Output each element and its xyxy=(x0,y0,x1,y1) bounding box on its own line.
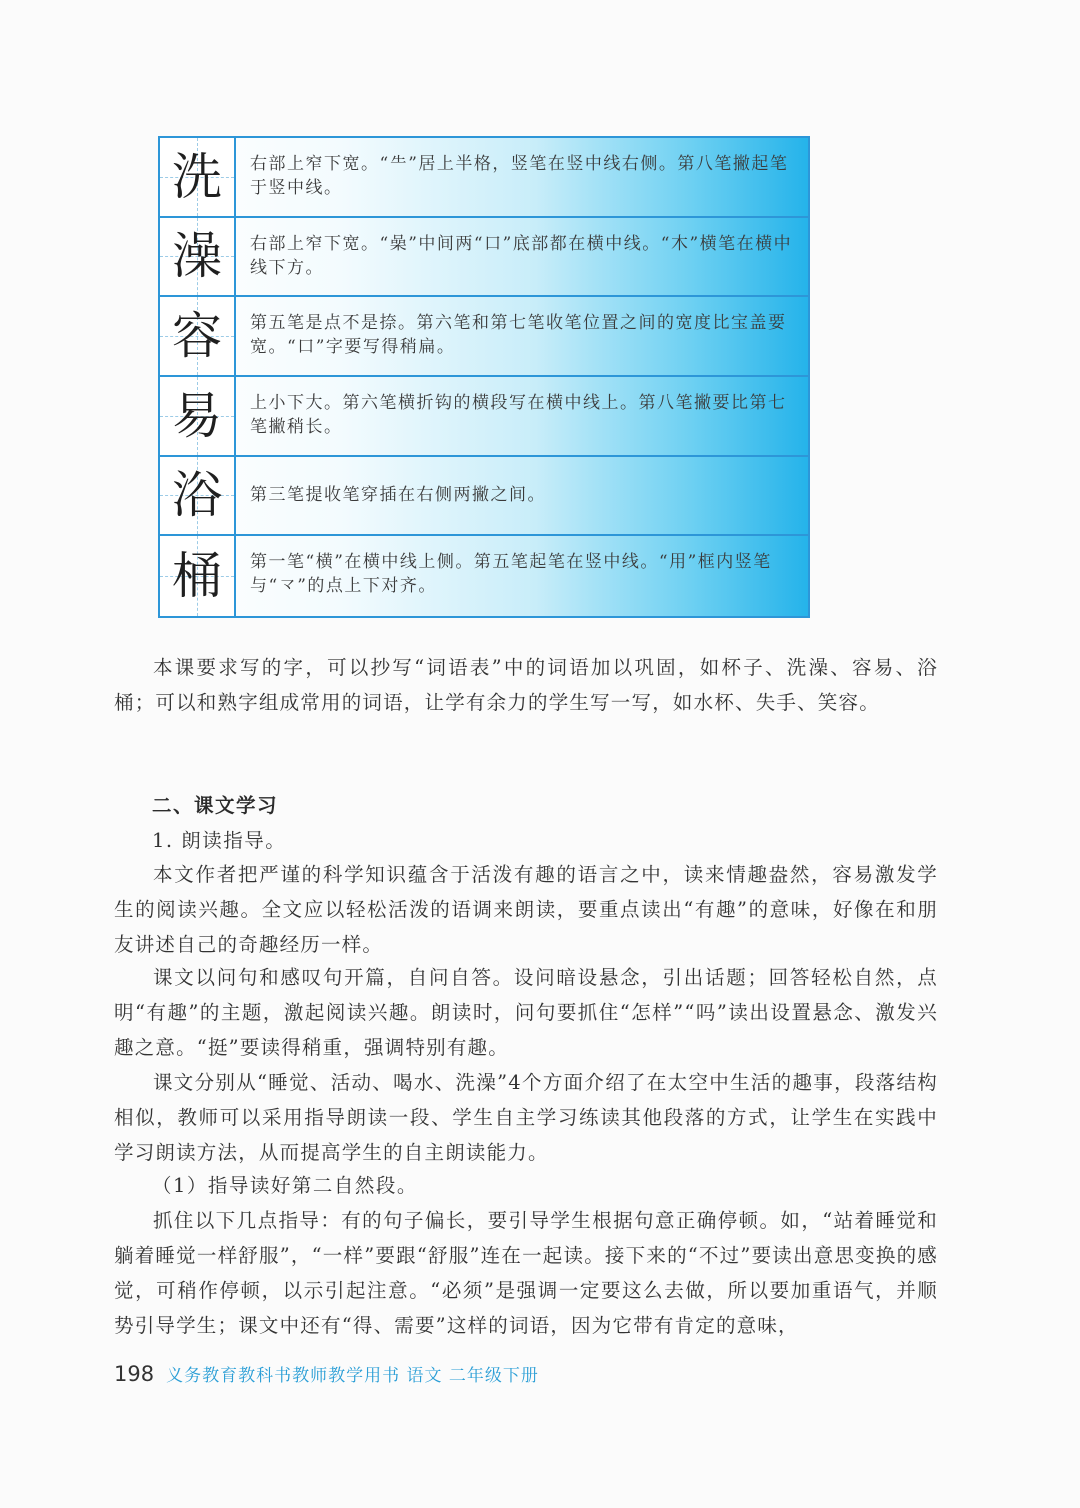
char-row-zao xyxy=(160,218,808,298)
section-heading: 二、课文学习 xyxy=(152,794,279,817)
char-cell xyxy=(160,138,236,216)
char-glyph: 容 xyxy=(172,307,222,366)
sub-heading: 1. 朗读指导。 xyxy=(152,829,287,852)
paragraph-opening-questions: 课文以问句和感叹句开篇，自问自答。设问暗设悬念，引出话题；回答轻松自然，点明“有趣”的主题，激起阅读兴趣。朗读时，问句要抓住“怎样”“吗”读出设置悬念、激发兴趣之意。“挺”要读得稍重，强调特别有趣。 xyxy=(114,966,938,1059)
char-glyph: 浴 xyxy=(172,466,222,525)
sub-item-paragraph-two: （1）指导读好第二自然段。 xyxy=(152,1174,418,1197)
char-row-tong xyxy=(160,536,808,616)
char-cell xyxy=(160,457,236,535)
char-cell xyxy=(160,536,236,616)
char-row-rong xyxy=(160,297,808,377)
char-cell xyxy=(160,377,236,455)
char-description: 右部上窄下宽。“喿”中间两“口”底部都在横中线。“木”横笔在横中线下方。 xyxy=(250,233,793,278)
book-title: 义务教育教科书教师教学用书 语文 二年级下册 xyxy=(166,1366,539,1386)
char-description: 上小下大。第六笔横折钩的横段写在横中线上。第八笔撇要比第七笔撇稍长。 xyxy=(250,392,787,437)
char-glyph: 桶 xyxy=(172,547,222,606)
paragraph-writing-practice: 本课要求写的字，可以抄写“词语表”中的词语加以巩固，如杯子、洗澡、容易、浴桶；可以和熟字组成常用的词语，让学有余力的学生写一写，如水杯、失手、笑容。 xyxy=(114,656,938,714)
char-row-yi xyxy=(160,377,808,457)
character-writing-table xyxy=(158,136,810,618)
char-description: 第五笔是点不是捺。第六笔和第七笔收笔位置之间的宽度比宝盖要宽。“口”字要写得稍扁。 xyxy=(250,313,787,358)
char-glyph: 澡 xyxy=(172,227,222,286)
char-description: 右部上窄下宽。“⺧”居上半格，竖笔在竖中线右侧。第八笔撇起笔于竖中线。 xyxy=(250,154,789,198)
char-description: 第三笔提收笔穿插在右侧两撇之间。 xyxy=(250,485,546,506)
char-row-xi xyxy=(160,138,808,218)
char-glyph: 易 xyxy=(172,386,222,445)
char-row-yu xyxy=(160,457,808,537)
paragraph-four-aspects: 课文分别从“睡觉、活动、喝水、洗澡”4个方面介绍了在太空中生活的趣事，段落结构相似，教师可以采用指导朗读一段、学生自主学习练读其他段落的方式，让学生在实践中学习朗读方法，从而提高学生的自主朗读能力。 xyxy=(114,1071,938,1164)
char-glyph: 洗 xyxy=(172,147,222,206)
page-number: 198 xyxy=(114,1362,155,1386)
paragraph-reading-guide: 本文作者把严谨的科学知识蕴含于活泼有趣的语言之中，读来情趣盎然，容易激发学生的阅读兴趣。全文应以轻松活泼的语调来朗读，要重点读出“有趣”的意味，好像在和朋友讲述自己的奇趣经历一样。 xyxy=(114,863,938,956)
page-footer xyxy=(114,1361,539,1386)
char-cell xyxy=(160,218,236,296)
paragraph-guidance-points: 抓住以下几点指导：有的句子偏长，要引导学生根据句意正确停顿。如，“站着睡觉和躺着睡觉一样舒服”，“一样”要跟“舒服”连在一起读。接下来的“不过”要读出意思变换的感觉，可稍作停顿，以示引起注意。“必须”是强调一定要这么去做，所以要加重语气，并顺势引导学生；课文中还有“得、需要”这样的词语，因为它带有肯定的意味， xyxy=(114,1209,938,1337)
char-description: 第一笔“横”在横中线上侧。第五笔起笔在竖中线。“用”框内竖笔与“龴”的点上下对齐。 xyxy=(250,552,772,597)
char-cell xyxy=(160,297,236,375)
